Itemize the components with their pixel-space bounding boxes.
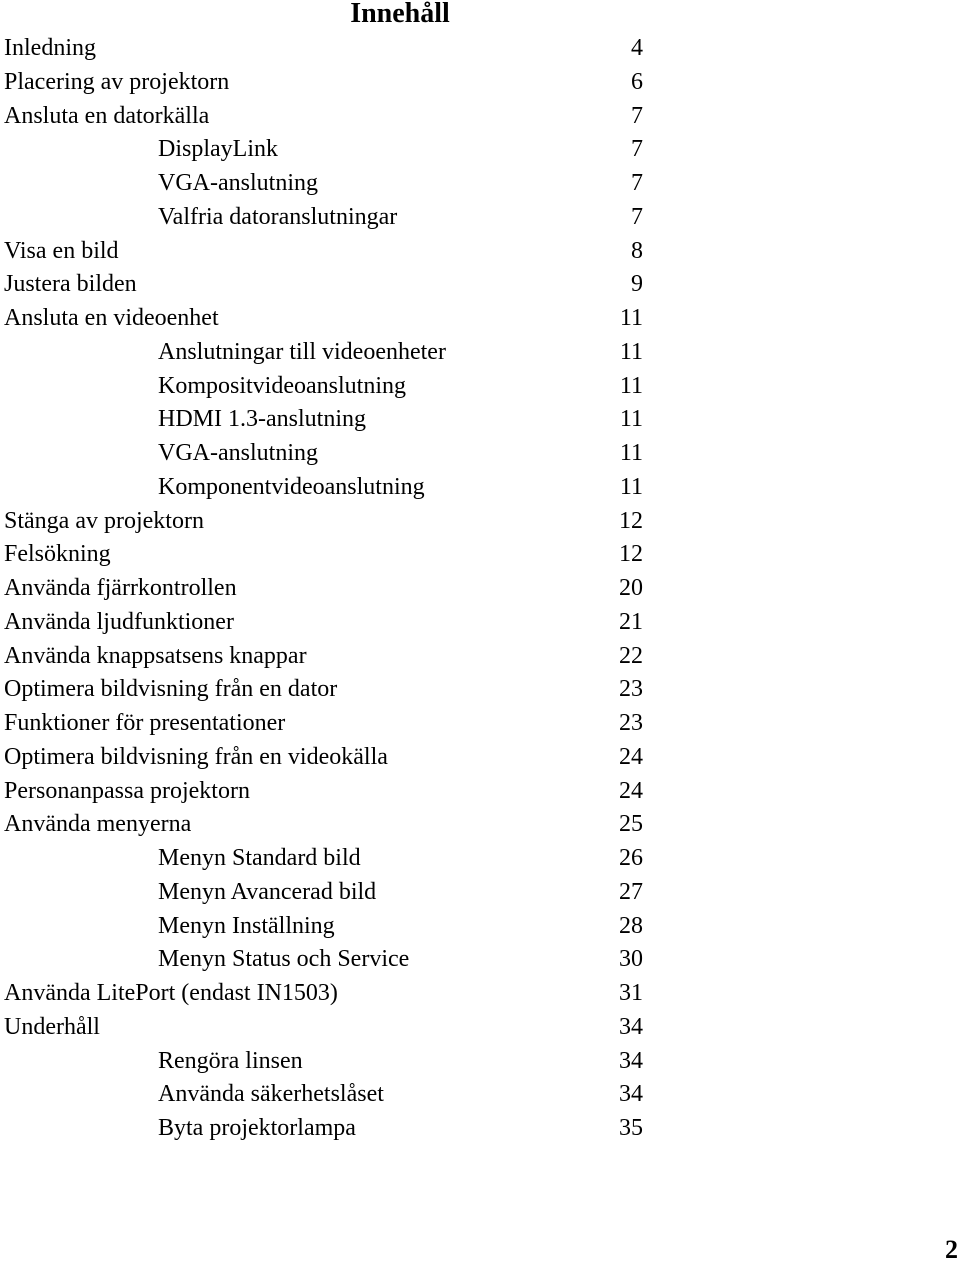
toc-entry-label: Använda knappsatsens knappar [4, 642, 307, 669]
toc-entry-label: Menyn Inställning [158, 912, 335, 939]
toc-subentry [0, 336, 660, 370]
toc-entry-label: Använda säkerhetslåset [158, 1081, 384, 1108]
toc-subentry [0, 1078, 660, 1112]
toc-entry-page: 9 [631, 271, 643, 298]
toc-entry-page: 8 [631, 237, 643, 264]
toc-entry-label: Visa en bild [4, 237, 119, 264]
toc-entry-label: HDMI 1.3-anslutning [158, 406, 366, 433]
toc-entry-page: 21 [619, 608, 643, 635]
toc-entry [0, 572, 660, 606]
toc-entry-page: 11 [619, 406, 643, 433]
toc-entry-page: 12 [619, 507, 643, 534]
page-number: 2 [945, 1235, 958, 1264]
toc-entry-label: Menyn Avancerad bild [158, 878, 377, 905]
toc-subentry [0, 167, 660, 201]
toc-entry-page: 11 [619, 372, 643, 399]
toc-entry-label: Personanpassa projektorn [4, 777, 250, 804]
toc-entry [0, 66, 660, 100]
toc-subentry [0, 1112, 660, 1146]
toc-entry-page: 30 [619, 946, 643, 973]
toc-entry-label: Stänga av projektorn [4, 507, 204, 534]
toc-entry-label: Justera bilden [4, 271, 137, 298]
toc-entry [0, 640, 660, 674]
toc-entry [0, 538, 660, 572]
toc-entry-page: 7 [631, 136, 643, 163]
toc-entry [0, 1011, 660, 1045]
toc-entry-page: 34 [619, 1013, 643, 1040]
toc-entry-page: 24 [619, 743, 643, 770]
toc-subentry [0, 201, 660, 235]
toc-entry-page: 11 [619, 338, 643, 365]
toc-entry-label: Använda ljudfunktioner [4, 608, 234, 635]
toc-entry [0, 673, 660, 707]
toc-entry [0, 268, 660, 302]
toc-entry-label: Felsökning [4, 541, 111, 568]
toc-subentry [0, 133, 660, 167]
toc-subentry [0, 437, 660, 471]
toc-entry-label: Menyn Standard bild [158, 845, 361, 871]
toc-entry [0, 808, 660, 842]
toc-entry [0, 775, 660, 809]
toc-entry-label: Anslutningar till videoenheter [158, 338, 446, 365]
toc-entry [0, 235, 660, 269]
toc-entry-page: 23 [619, 710, 643, 736]
toc-entry-page: 11 [619, 473, 643, 500]
toc-entry [0, 606, 660, 640]
toc-entry-label: Funktioner för presentationer [4, 710, 286, 736]
toc-title: Innehåll [350, 0, 450, 29]
toc-subentry [0, 876, 660, 910]
toc-entry-page: 34 [619, 1047, 643, 1074]
toc-entry-page: 7 [631, 170, 643, 196]
toc-entry-page: 34 [619, 1081, 643, 1108]
toc-entry-label: Använda LitePort (endast IN1503) [4, 980, 338, 1006]
toc-entry-page: 4 [631, 35, 643, 61]
toc-subentry [0, 943, 660, 977]
toc-entry [0, 100, 660, 134]
toc-entry-label: Byta projektorlampa [158, 1115, 356, 1141]
toc-entry-label: Ansluta en videoenhet [4, 305, 219, 331]
toc-entry-page: 28 [619, 912, 643, 939]
toc-entry-label: Menyn Status och Service [158, 946, 410, 973]
toc-entry-label: Optimera bildvisning från en videokälla [4, 743, 388, 770]
toc-entry-label: Placering av projektorn [4, 68, 230, 95]
toc-entry-label: DisplayLink [158, 136, 278, 163]
toc-entry-label: Kompositvideoanslutning [158, 372, 406, 399]
toc-entry-page: 31 [619, 980, 643, 1006]
toc-entry-page: 11 [619, 305, 643, 331]
toc-entry-label: Använda menyerna [4, 811, 192, 838]
toc-entry-page: 7 [631, 102, 643, 129]
toc-entry-label: Underhåll [4, 1013, 100, 1040]
toc-entry [0, 977, 660, 1011]
toc-entry [0, 302, 660, 336]
toc-subentry [0, 910, 660, 944]
toc-entry-page: 23 [619, 676, 643, 703]
toc-entry [0, 741, 660, 775]
toc-subentry [0, 370, 660, 404]
toc-subentry [0, 842, 660, 876]
toc-entry-page: 27 [619, 878, 643, 905]
toc-entry-label: Valfria datoranslutningar [158, 203, 398, 230]
toc-entry-page: 7 [631, 203, 643, 230]
toc-subentry [0, 1045, 660, 1079]
toc-entry-page: 26 [619, 845, 643, 871]
toc-entry-label: VGA-anslutning [158, 170, 318, 196]
toc-entry [0, 505, 660, 539]
toc-entry-label: Rengöra linsen [158, 1047, 303, 1074]
toc-entry [0, 32, 660, 66]
toc-entry-page: 6 [631, 68, 643, 95]
toc-entry-page: 25 [619, 811, 643, 838]
toc-entry-label: Använda fjärrkontrollen [4, 575, 237, 601]
toc-entry-label: Komponentvideoanslutning [158, 473, 425, 500]
toc-subentry [0, 403, 660, 437]
toc-entry-label: Ansluta en datorkälla [4, 102, 210, 129]
toc-subentry [0, 471, 660, 505]
toc-entry-label: Optimera bildvisning från en dator [4, 676, 338, 703]
toc-entry-page: 12 [619, 541, 643, 568]
toc-entry-page: 35 [619, 1115, 643, 1141]
toc-entry-label: Inledning [4, 35, 96, 61]
toc-entry [0, 707, 660, 741]
toc-entry-page: 20 [619, 575, 643, 601]
toc-entry-page: 24 [619, 777, 643, 804]
toc-entry-page: 11 [619, 440, 643, 466]
toc-entry-label: VGA-anslutning [158, 440, 318, 466]
toc-entry-page: 22 [619, 642, 643, 669]
toc-list [0, 32, 660, 1146]
